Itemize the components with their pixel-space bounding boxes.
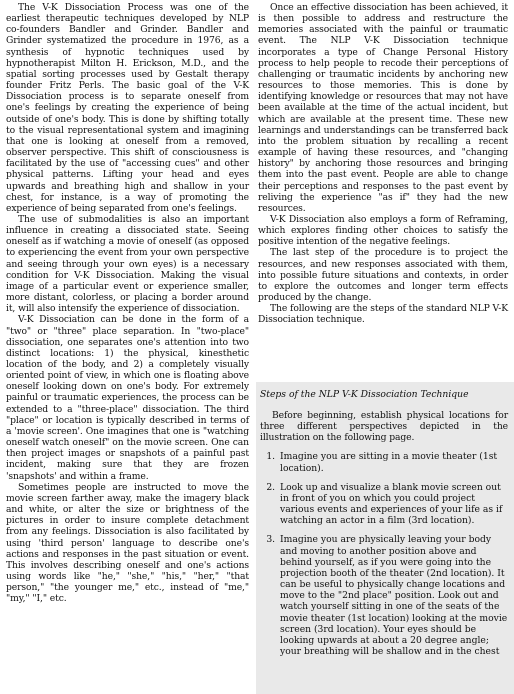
paragraph: The following are the steps of the standard NLP V-K Dissociation technique. [258,303,508,326]
paragraph: The last step of the procedure is to project the resources, and new responses associated with them, into possible future situations and contexts, in order to explore the outcomes and longer term effects produced by the change. [258,247,508,304]
step-item: 2. Look up and visualize a blank movie screen out in front of you on which you could project various events and experiences of your life as if watching an actor in a film (3rd location). [278,482,508,527]
paragraph: V-K Dissociation also employs a form of Reframing, which explores finding other choices to satisfy the positive intention of the negative feelings. [258,213,508,248]
step-item: 3. Imagine you are physically leaving your body and moving to another position above and behind yourself, as if you were going into the projection booth of the theater (2nd location). It can be useful to physically change locations and move to the "2nd place" position. Look out and watch yourself sitting in one of the seats of the movie theater (1st location) looking at the movie screen (3rd location). Your eyes should be looking upwards at about a 20 degree angle; your breathing will be shallow and in the chest [278,534,508,657]
paragraph: V-K Dissociation can be done in the form of a "two" or "three" place separation. In "two-place" dissociation, one separates one's attention into two distinct locations: 1) the physical, kinesthetic location of the body, and 2) a completely visually oriented point of view, in which one is floating above oneself looking down on one's body. For extremely painful or traumatic experiences, the process can be extended to a "three-place" dissociation. The third "place" or location is typically described in terms of a 'movie screen'. One imagines that one is "watching oneself watch oneself" on the movie screen. One can then project images or snapshots of a painful past incident, making sure that they are frozen 'snapshots' and within a frame. [6,314,249,482]
paragraph: The use of submodalities is also an important influence in creating a dissociated state. Seeing oneself as if watching a movie of oneself (as opposed to experiencing the event from your own perspective and seeing through your own eyes) is a necessary condition for V-K Dissociation. Making the visual image of a particular event or experience smaller, more distant, colorless, or placing a border around it, will also intensify the experience of dissociation. [6,213,249,315]
paragraph: The V-K Dissociation Process was one of the earliest therapeutic techniques developed by NLP co-founders Bandler and Grinder. Bandler and Grinder systematized the procedure in 1976, as a synthesis of hypnotic techniques used by hypnotherapist Milton H. Erickson, M.D., and the spatial sorting processes used by Gestalt therapy founder Fritz Perls. The basic goal of the V-K Dissociation process is to separate oneself from one's feelings by creating the experience of being outside of one's body. This is done by shifting totally to the visual representational system and imagining that one is looking at oneself from a removed, observer perspective. This shift of consciousness is facilitated by the use of "accessing cues" and other physical patterns. Lifting your head and eyes upwards and breathing high and shallow in your chest, for instance, is a way of promoting the experience of being separated from one's feelings. [6,2,249,214]
steps-list [260,451,508,657]
paragraph: Once an effective dissociation has been achieved, it is then possible to address and restructure the memories associated with the painful or traumatic event. The NLP V-K Dissociation technique incorporates a type of Change Personal History process to help people to recode their perceptions of challenging or traumatic incidents by anchoring new resources to those memories. This is done by identifying knowledge or resources that may not have been available at the time of the actual incident, but which are available at the present time. These new learnings and understandings can be transferred back into the problem situation by recalling a recent example of having these resources, and "changing history" by anchoring those resources and bringing them into the past event. People are able to change their perceptions and responses to the past event by reliving the experience "as if" they had the new resources. [258,2,508,214]
steps-box-title: Steps of the NLP V-K Dissociation Technique [260,389,469,400]
steps-box-intro: Before beginning, establish physical locations for three different perspectives depicted in the illustration on the following page. [260,410,508,444]
step-item: 1. Imagine you are sitting in a movie theater (1st location). [278,451,508,473]
left-column [6,2,249,604]
paragraph: Sometimes people are instructed to move the movie screen farther away, make the imagery black and white, or alter the size or brightness of the pictures in order to insure complete detachment from any feelings. Dissociation is also facilitated by using 'third person' language to describe one's actions and responses in the past situation or event. This involves describing oneself and one's actions using words like "he," "she," "his," "her," "that person," "the younger me," etc., instead of "me," "my," "I," etc. [6,481,249,605]
right-column [258,2,508,326]
steps-box [256,382,514,694]
